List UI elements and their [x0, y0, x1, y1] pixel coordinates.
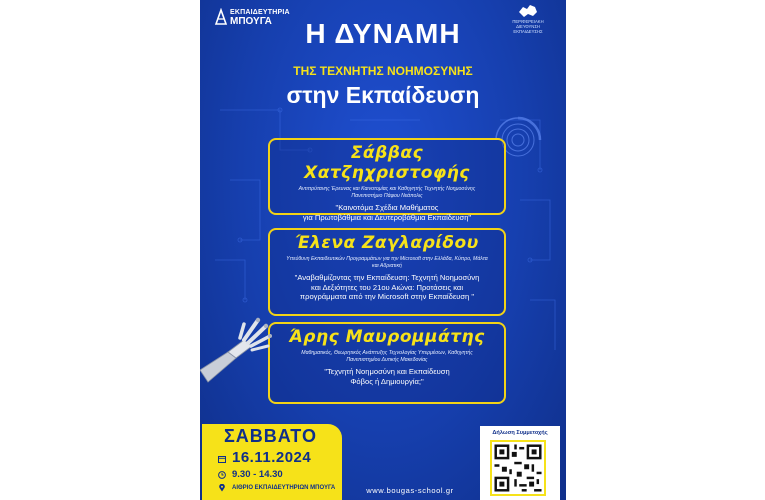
- event-poster: [200, 0, 566, 500]
- directorate-text: ΠΕΡΙΦΕΡΕΙΑΚΗ ΔΙΕΥΘΥΝΣΗ ΕΚΠΑΙΔΕΥΣΗΣ: [512, 19, 544, 34]
- speaker-talk: "Αναβαθμίζοντας την Εκπαίδευση: Τεχνητή Νοημοσύνη και Δεξιότητες του 21ου Αιώνα: Προτάσεις και προγράμματα από την Microsoft στην Εκπαίδευση ": [294, 273, 480, 301]
- speaker-name: Άρης Μαυρομμάτης: [289, 327, 485, 347]
- speaker-role: Αντιπρύτανης Έρευνας και Καινοτομίας και Καθηγητής Τεχνητής Νοημοσύνης Πανεπιστήμιο Πάφου Νεάπολις: [298, 186, 476, 199]
- speaker-talk: "Καινοτόμα Σχέδια Μαθήματος για Πρωτοβάθμια και Δευτεροβάθμια Εκπαίδευση": [302, 203, 472, 222]
- event-date: 16.11.2024: [232, 449, 312, 466]
- speaker-role: Υπεύθυνη Εκπαιδευτικών Προγραμμάτων για την Microsoft στην Ελλάδα, Κύπρο, Μάλτα και Αδριατική: [286, 256, 488, 269]
- speaker-name: Έλενα Ζαγλαρίδου: [295, 233, 479, 253]
- speaker-name: Σάββας Χατζηχριστοφής: [304, 143, 470, 183]
- event-place: ΑΙΘΡΙΟ ΕΚΠΑΙΔΕΥΤΗΡΙΩΝ ΜΠΟΥΓΑ: [232, 485, 336, 491]
- school-logo-line2: ΜΠΟΥΓΑ: [230, 16, 272, 27]
- page-subtitle: ΤΗΣ ΤΕΧΝΗΤΗΣ ΝΟΗΜΟΣΥΝΗΣ: [293, 64, 473, 78]
- macedonia-map-icon: [518, 4, 538, 18]
- location-pin-icon: [218, 484, 226, 492]
- school-logo-line1: ΕΚΠΑΙΔΕΥΤΗΡΙΑ: [230, 9, 290, 16]
- speaker-card-3: [268, 322, 506, 404]
- speaker-talk: "Τεχνητή Νοημοσύνη και Εκπαίδευση Φόβος ή Δημιουργία;": [324, 367, 450, 386]
- robot-hand-illustration: [200, 310, 280, 390]
- calendar-icon: [218, 455, 226, 463]
- event-time: 9.30 - 14.30: [232, 469, 283, 480]
- speaker-card-2: [268, 228, 506, 316]
- registration-label: Δήλωση Συμμετοχής: [492, 430, 548, 436]
- page-title: Η ΔΥΝΑΜΗ: [305, 18, 461, 49]
- qr-code[interactable]: [490, 440, 546, 496]
- speaker-role: Μαθηματικός, Θεωρητικός Ανάπτυξης Τεχνολογίας Υπερμέσων, Καθηγητής Πανεπιστημίου Δυτικής Μακεδονίας: [301, 350, 473, 363]
- clock-icon: [218, 471, 226, 479]
- speaker-card-1: [268, 138, 506, 222]
- page-subtitle-2: στην Εκπαίδευση: [286, 82, 480, 108]
- event-details: [202, 424, 342, 500]
- event-day: ΣΑΒΒΑΤΟ: [224, 426, 317, 446]
- website-link[interactable]: www.bougas-school.gr: [366, 486, 454, 495]
